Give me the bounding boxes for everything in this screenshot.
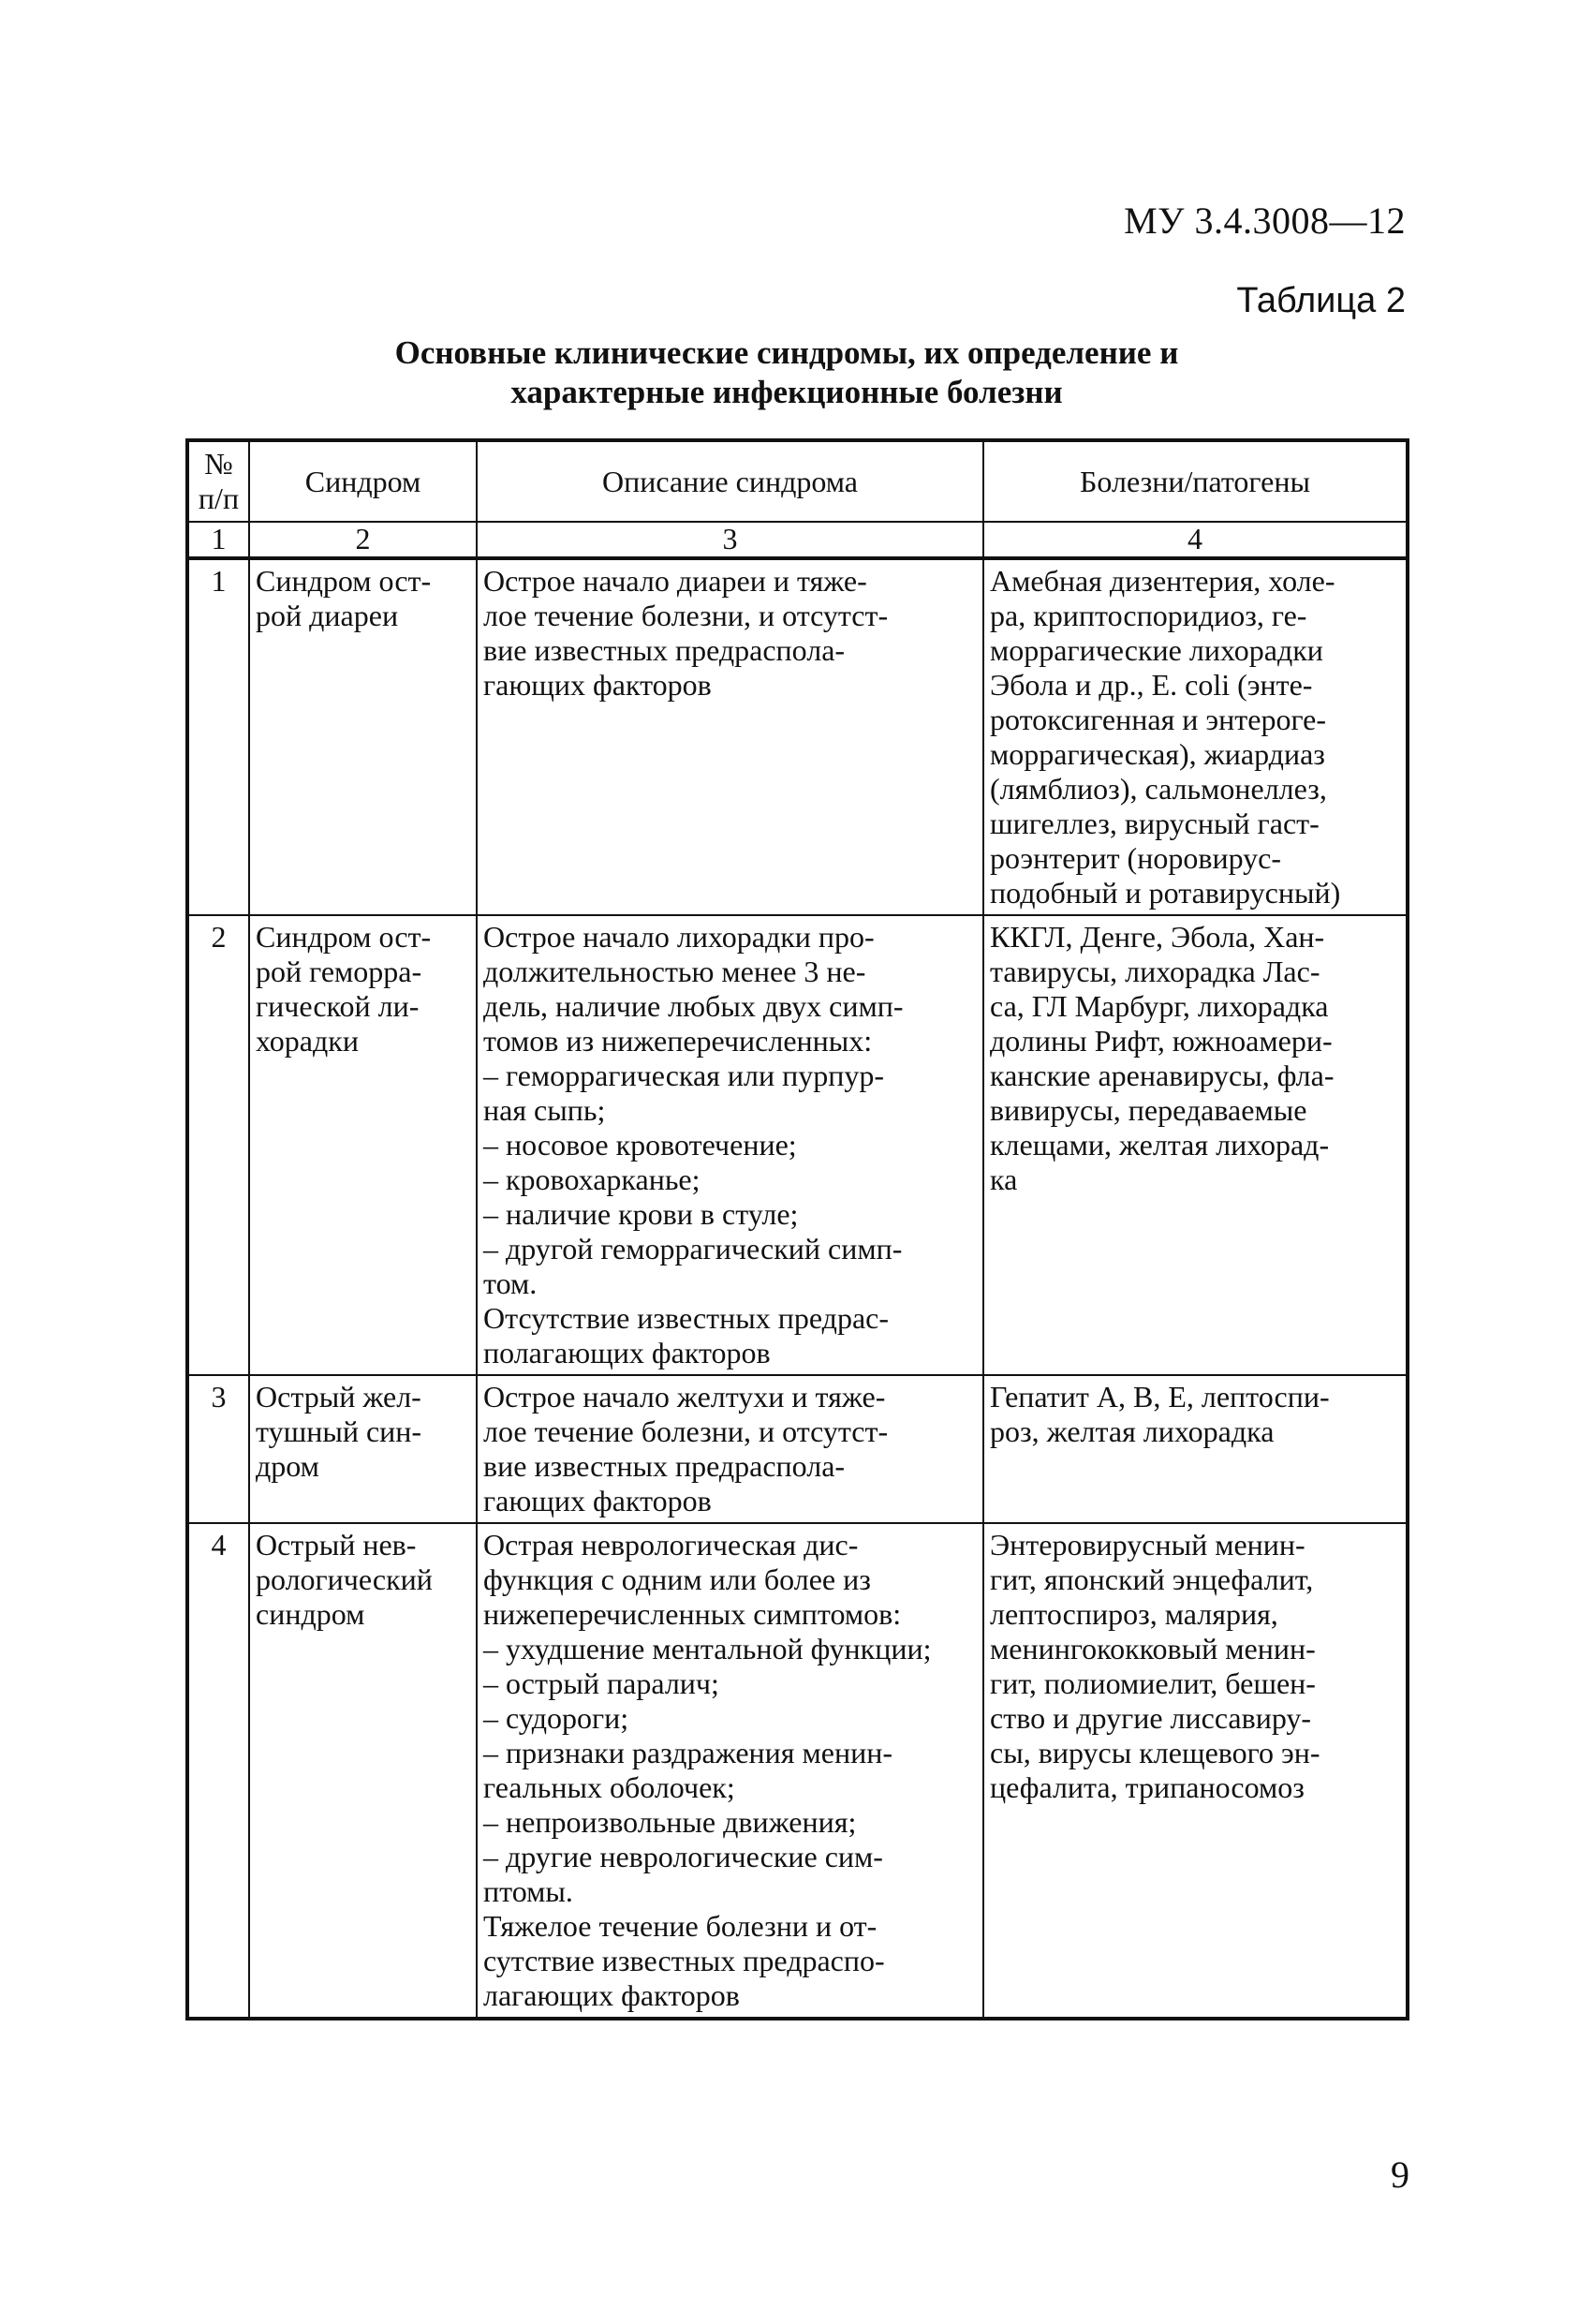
diseases-cell: Гепатит А, В, Е, лептоспи- роз, желтая лихорадка	[983, 1375, 1408, 1523]
description-cell: Острое начало лихорадки про- должительностью менее 3 не- дель, наличие любых двух симп- томов из нижеперечисленных: – геморрагическая или пурпур- ная сыпь; – носовое кровотечение; – кровохарканье; – наличие крови в стуле; – другой геморрагический симп- том. Отсутствие известных предрас- полагающих факторов	[477, 915, 983, 1375]
header-diseases: Болезни/патогены	[983, 440, 1408, 522]
document-code: МУ 3.4.3008—12	[1124, 200, 1406, 242]
syndromes-table	[185, 438, 1409, 2021]
table-title: Основные клинические синдромы, их определение и характерные инфекционные болезни	[394, 334, 1179, 410]
description-cell: Острое начало желтухи и тяже- лое течение болезни, и отсутст- вие известных предраспола- гающих факторов	[477, 1375, 983, 1523]
column-number: 1	[187, 522, 249, 558]
syndrome-cell: Синдром ост- рой диареи	[249, 558, 477, 915]
syndrome-cell: Синдром ост- рой геморра- гической ли- хорадки	[249, 915, 477, 1375]
table-row	[187, 1523, 1408, 2019]
column-number-row	[187, 522, 1408, 558]
table-row	[187, 1375, 1408, 1523]
row-number: 4	[187, 1523, 249, 2019]
column-number: 2	[249, 522, 477, 558]
table-row	[187, 915, 1408, 1375]
description-cell: Острое начало диареи и тяже- лое течение болезни, и отсутст- вие известных предраспола- гающих факторов	[477, 558, 983, 915]
diseases-cell: Энтеровирусный менин- гит, японский энцефалит, лептоспироз, малярия, менингококковый менин- гит, полиомиелит, бешен- ство и другие лиссавиру- сы, вирусы клещевого эн- цефалита, трипаносомоз	[983, 1523, 1408, 2019]
column-number: 3	[477, 522, 983, 558]
diseases-cell: ККГЛ, Денге, Эбола, Хан- тавирусы, лихорадка Лас- са, ГЛ Марбург, лихорадка долины Рифт, южноамери- канские аренавирусы, фла- вивирусы, передаваемые клещами, желтая лихорад- ка	[983, 915, 1408, 1375]
table-row	[187, 558, 1408, 915]
row-number: 1	[187, 558, 249, 915]
header-syndrome: Синдром	[249, 440, 477, 522]
syndrome-cell: Острый нев- рологический синдром	[249, 1523, 477, 2019]
table-header-row	[187, 440, 1408, 522]
syndrome-cell: Острый жел- тушный син- дром	[249, 1375, 477, 1523]
table-label: Таблица 2	[1236, 281, 1406, 320]
row-number: 3	[187, 1375, 249, 1523]
page-number: 9	[1391, 2154, 1409, 2196]
row-number: 2	[187, 915, 249, 1375]
header-description: Описание синдрома	[477, 440, 983, 522]
description-cell: Острая неврологическая дис- функция с одним или более из нижеперечисленных симптомов: – ухудшение ментальной функции; – острый паралич; – судороги; – признаки раздражения менин- геальных оболочек; – непроизвольные движения; – другие неврологические сим- птомы. Тяжелое течение болезни и от- сутствие известных предраспо- лагающих факторов	[477, 1523, 983, 2019]
column-number: 4	[983, 522, 1408, 558]
header-number: № п/п	[187, 440, 249, 522]
diseases-cell: Амебная дизентерия, холе- ра, криптоспоридиоз, ге- моррагические лихорадки Эбола и др., E. coli (энте- ротоксигенная и энтероге- моррагическая), жиардиаз (лямблиоз), сальмонеллез, шигеллез, вирусный гаст- роэнтерит (норовирус- подобный и ротавирусный)	[983, 558, 1408, 915]
